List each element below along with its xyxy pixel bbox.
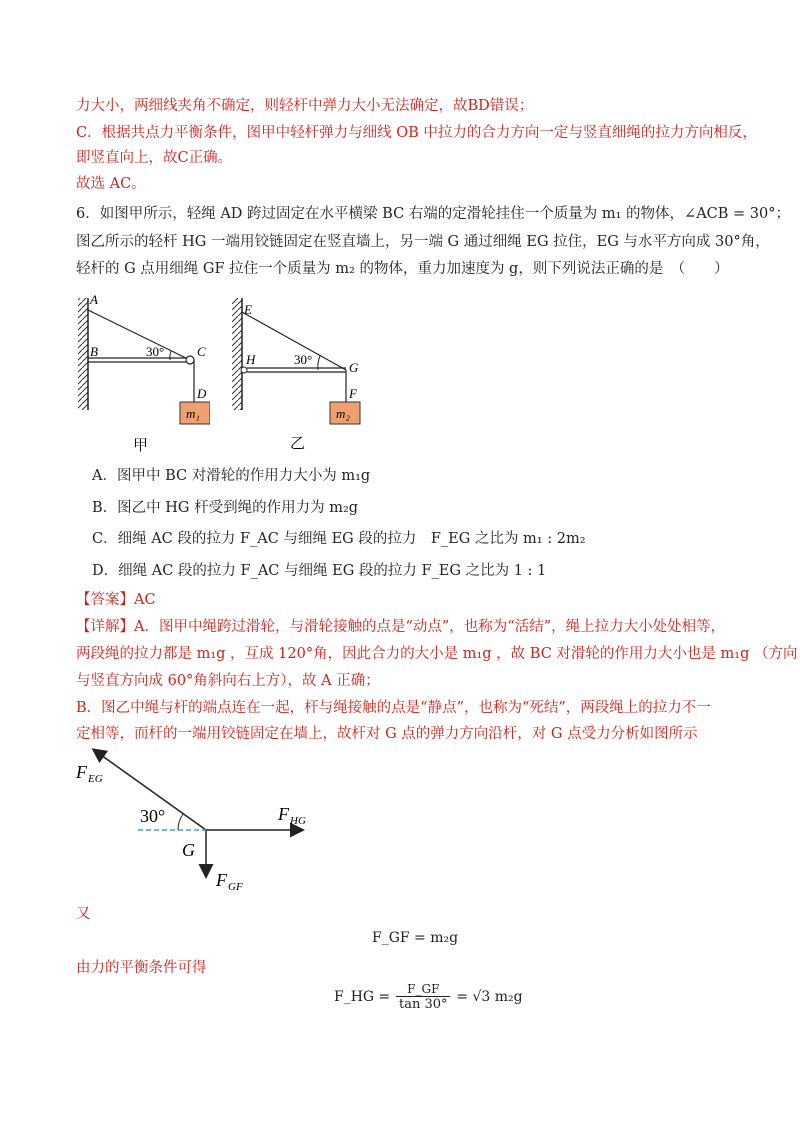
eq2-rhs: = √3 m₂g — [456, 989, 523, 1005]
option-d: D．细绳 AC 段的拉力 F_AC 与细绳 EG 段的拉力 F_EG 之比为 1 : 1 — [92, 563, 547, 579]
prev-answer-line-1: 力大小，两细线夹角不确定，则轻杆中弹力大小无法确定，故BD错误； — [76, 98, 534, 114]
f-hg-sub: HG — [290, 815, 306, 827]
prev-answer-line-3: 即竖直向上，故C正确。 — [76, 150, 233, 166]
caption-yi: 乙 — [290, 436, 306, 452]
figure-yi — [232, 298, 372, 458]
detail-line-1: 【详解】A．图甲中绳跨过滑轮，与滑轮接触的点是“动点”，也称为“活结”，绳上拉力大小处处相等， — [76, 619, 726, 635]
f-eg-sub: EG — [88, 773, 103, 785]
detail-line-3: 与竖直方向成 60°角斜向右上方），故 A 正确； — [76, 673, 380, 689]
mass-label: m₁ — [186, 406, 200, 421]
angle-label: 30° — [294, 352, 313, 367]
you-label: 又 — [76, 906, 91, 922]
detail-line-4: B．图乙中绳与杆的端点连在一起，杆与绳接触的点是“静点”，也称为“死结”，两段绳上的拉力不一 — [76, 700, 711, 716]
answer: 【答案】AC — [76, 592, 156, 608]
caption-jia: 甲 — [133, 438, 149, 454]
option-c: C．细绳 AC 段的拉力 F_AC 与细绳 EG 段的拉力 F_EG 之比为 m₁ : 2m₂ — [92, 531, 586, 547]
f-hg-label: F — [278, 804, 289, 824]
f-eg-label: F — [76, 762, 87, 782]
label-D: D — [197, 386, 207, 401]
label-H: H — [246, 352, 256, 367]
figure-jia — [70, 290, 210, 455]
label-C: C — [197, 344, 206, 359]
detail-line-2: 两段绳的拉力都是 m₁g ，互成 120°角，因此合力的大小是 m₁g ，故 BC 对滑轮的作用力大小也是 m₁g （方向 — [76, 646, 798, 662]
angle-label: 30° — [140, 806, 166, 826]
question-line-3: 轻杆的 G 点用细绳 GF 拉住一个质量为 m₂ 的物体，重力加速度为 g，则下列说法正确的是 （ ） — [76, 261, 729, 277]
force-diagram — [70, 742, 330, 894]
prev-answer-line-2: C．根据共点力平衡条件，图甲中轻杆弹力与细线 OB 中拉力的合力方向一定与竖直细绳的拉力方向相反， — [76, 125, 757, 141]
label-G: G — [349, 360, 359, 375]
option-b: B．图乙中 HG 杆受到绳的作用力为 m₂g — [92, 500, 359, 516]
label-E: E — [244, 302, 252, 317]
eq2-denominator: tan 30° — [399, 997, 448, 1012]
f-gf-sub: GF — [228, 881, 243, 893]
option-a: A．图甲中 BC 对滑轮的作用力大小为 m₁g — [92, 468, 371, 484]
equation-2 — [334, 982, 523, 1012]
detail-line-5: 定相等，而杆的一端用铰链固定在墙上，故杆对 G 点的弹力方向沿杆，对 G 点受力分析如图所示 — [76, 726, 698, 742]
eq2-lhs: F_HG = — [334, 989, 391, 1005]
label-F: F — [349, 386, 357, 401]
eq2-numerator: F_GF — [407, 982, 440, 996]
mass-label: m₂ — [336, 406, 350, 421]
f-gf-label: F — [216, 870, 227, 890]
label-A: A — [90, 292, 98, 307]
prev-answer-line-4: 故选 AC。 — [76, 176, 146, 192]
point-g-label: G — [182, 840, 195, 860]
angle-label: 30° — [146, 344, 165, 359]
balance-text: 由力的平衡条件可得 — [76, 960, 207, 976]
question-line-2: 图乙所示的轻杆 HG 一端用铰链固定在竖直墙上，另一端 G 通过细绳 EG 拉住，EG 与水平方向成 30°角， — [76, 234, 770, 250]
equation-1: F_GF = m₂g — [372, 930, 459, 946]
question-line-1: 6．如图甲所示，轻绳 AD 跨过固定在水平横梁 BC 右端的定滑轮挂住一个质量为 m₁ 的物体，∠ACB = 30°； — [76, 206, 790, 222]
label-B: B — [90, 344, 98, 359]
